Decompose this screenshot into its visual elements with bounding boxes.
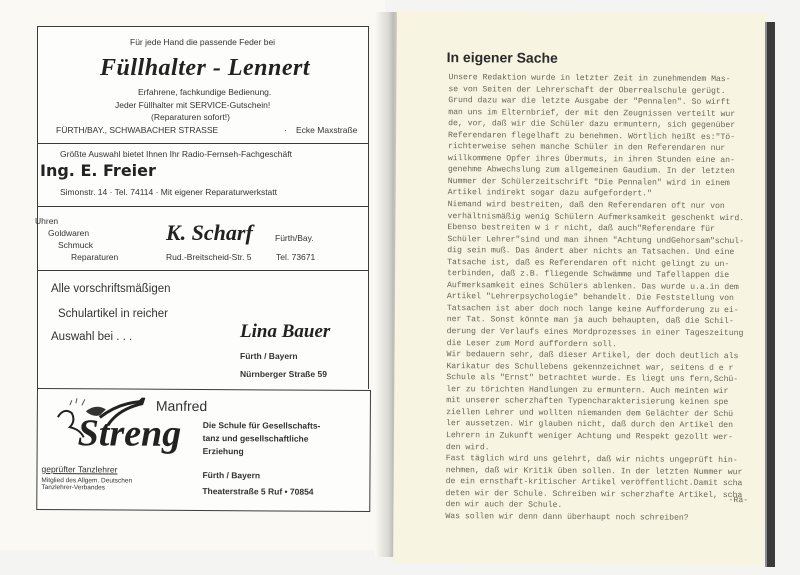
ad-item: Goldwaren bbox=[48, 228, 90, 238]
article-line: Artikel "Lehrerpsychologie" behandelt. Die Feststellung von bbox=[446, 292, 734, 304]
article-line: richterweise sehen manche Schüler in den Referendaren nur bbox=[447, 142, 726, 154]
ad-line: (Reparaturen sofort!) bbox=[151, 112, 230, 122]
article-line: dig sein muß. Das ändert aber nichts an Tatsachen. Und eine bbox=[447, 246, 735, 258]
ad-item: Reparaturen bbox=[71, 252, 119, 262]
article-line: ler zu törichten Handlungen zu ermuntern. Auch meinten wir bbox=[446, 384, 729, 396]
ad-address: FÜRTH/BAY., SCHWABACHER STRASSE bbox=[56, 125, 219, 135]
article-line: Schule als "Ernst" betrachtet wurde. Es liegt uns fern,Schü- bbox=[446, 373, 739, 385]
ad-lina-bauer bbox=[37, 270, 369, 389]
ad-ing-e-freier bbox=[37, 143, 369, 207]
ad-business-name: Lina Bauer bbox=[240, 321, 331, 342]
article-line: Grund dazu war die letzte Ausgabe der "Pennalen". So wirft bbox=[448, 96, 731, 108]
article-line: de, vor, daß wir die Schüler dazu ermuntern, sich gegenüber bbox=[448, 119, 736, 131]
article-line: willkommene Opfer ihres Übermuts, in ihren Stunden eine an- bbox=[447, 153, 735, 165]
ad-address-separator: · bbox=[284, 125, 287, 135]
ad-tagline: Größte Auswahl bietet Ihnen Ihr Radio-Fernseh-Fachgeschäft bbox=[60, 149, 292, 159]
article-line: Was sollen wir denn dann überhaupt noch schreiben? bbox=[445, 511, 689, 523]
article-line: Niemand wird bestreiten, daß den Referendaren oft nur von bbox=[447, 200, 725, 212]
ad-phone: Tel. 73671 bbox=[276, 252, 316, 262]
article-line: Nummer der Schülerzeitschrift "Die Pennalen" wird in einem bbox=[447, 176, 730, 188]
ad-tagline: Für jede Hand die passende Feder bei bbox=[130, 37, 276, 47]
ad-city: Fürth/Bay. bbox=[275, 233, 314, 243]
ad-business-name: Füllhalter - Lennert bbox=[100, 55, 311, 81]
article-line: de ein ernsthaft-kritischer Artikel veröffentlicht.Damit scha bbox=[445, 477, 743, 489]
ad-description: Erziehung bbox=[202, 446, 244, 457]
article-line: die Leser zum Mord auffordern soll. bbox=[446, 338, 617, 349]
ad-k-scharf bbox=[37, 206, 369, 271]
article-line: Karikatur des Schullebens gekennzeichnet war, seitens d e r bbox=[446, 361, 734, 373]
article-line: se von Seiten der Lehrerschaft der Oberrealschule gerügt. bbox=[448, 84, 726, 96]
ad-line: Alle vorschriftsmäßigen bbox=[51, 283, 171, 295]
article-title: In eigener Sache bbox=[446, 49, 558, 66]
article-line: Tatsache ist, daß es Referendaren oft nicht gelingt zu un- bbox=[447, 257, 730, 269]
ad-address: Theaterstraße 5 Ruf • 70854 bbox=[202, 486, 314, 497]
ad-first-name: Manfred bbox=[155, 397, 208, 415]
page-stack-edge bbox=[765, 22, 775, 567]
article-line: Artikel indirekt sogar dazu aufgefordert." bbox=[447, 188, 652, 199]
article-line: den wir auch der Schule. bbox=[445, 500, 563, 511]
article-line: ler aussetzen. Wir glauben nicht, daß durch den Artikel den bbox=[446, 419, 734, 431]
article-line: mit unserer scherzhaften Typencharakterisierung keinen spe bbox=[446, 396, 729, 408]
article-body bbox=[445, 72, 758, 524]
ad-line: Auswahl bei . . . bbox=[51, 331, 133, 343]
ad-line: Jeder Füllhalter mit SERVICE-Gutschein! bbox=[115, 100, 271, 110]
article-line: Referendaren flegelhaft zu benehmen. Wörtlich heißt es:"Tö- bbox=[448, 130, 736, 142]
ad-membership: Tanzlehrer-Verbandes bbox=[41, 484, 106, 492]
ad-description: tanz und gesellschaftliche bbox=[202, 433, 309, 444]
right-page-article bbox=[393, 11, 767, 566]
article-line: Aufmerksamkeit eines Schülers ablenken. Das wurde u.a.in dem bbox=[446, 280, 739, 292]
article-line: nehmen, daß wir Kritik üben sollen. In der letzten Nummer wur bbox=[445, 465, 743, 477]
article-line: man uns im Elternbrief, der mit den Zeugnissen verteilt wur bbox=[448, 107, 736, 119]
article-line: genehme Abwechslung zum allgemeinen Gaudium. In der letzten bbox=[447, 165, 735, 177]
article-line: ziellen Lehrer und wollten niemanden dem Gelächter der Schü bbox=[446, 407, 734, 419]
ad-street: Rud.-Breitscheid-Str. 5 bbox=[166, 252, 252, 262]
article-line: derung der Verlaufs eines Mordprozesses in einer Tageszeitung bbox=[446, 327, 744, 339]
ad-title: geprüfter Tanzlehrer bbox=[41, 464, 118, 475]
ad-street: Nürnberger Straße 59 bbox=[240, 369, 327, 379]
ad-membership: Mitglied des Allgem. Deutschen bbox=[41, 477, 133, 485]
ad-manfred-streng bbox=[36, 388, 371, 512]
article-line: verhältnismäßig wenig Schülern Aufmerksamkeit geschenkt wird. bbox=[447, 211, 745, 223]
article-line: Lehrern in Zukunft weniger Achtung und Respekt gezollt wer- bbox=[445, 431, 733, 443]
article-line: den wird. bbox=[445, 442, 490, 452]
ad-business-name: Ing. E. Freier bbox=[40, 161, 156, 180]
article-line: Ebenso bestreiten w i r nicht, daß auch"Referendare für bbox=[447, 223, 715, 235]
article-line: Tatsachen ist aber doch noch lange keine Aufforderung zu ei- bbox=[446, 304, 739, 316]
article-signature: -Ra- bbox=[728, 496, 749, 506]
ad-fuellhalter-lennert bbox=[37, 26, 369, 144]
article-line: ner Tat. Sonst könnte man ja auch behaupten, daß die Schil- bbox=[446, 315, 734, 327]
ad-city: Fürth / Bayern bbox=[202, 470, 261, 481]
ad-item: Uhren bbox=[35, 216, 59, 226]
ad-business-name: K. Scharf bbox=[166, 220, 253, 245]
ad-line: Erfahrene, fachkundige Bedienung. bbox=[138, 87, 272, 97]
left-page-ads bbox=[0, 0, 385, 550]
ad-line: Schulartikel in reicher bbox=[58, 308, 168, 320]
ad-city: Fürth / Bayern bbox=[240, 351, 298, 361]
article-line: terbinden, daß z.B. fliegende Schwämme und Tafellappen die bbox=[447, 269, 730, 281]
article-line: Unsere Redaktion wurde in letzter Zeit in zunehmendem Mas- bbox=[448, 73, 731, 85]
article-line: Wir bedauern sehr, daß dieser Artikel, der doch deutlich als bbox=[446, 350, 739, 362]
ad-item: Schmuck bbox=[58, 240, 93, 250]
ad-business-name: Streng bbox=[77, 412, 182, 455]
article-line: Schüler Lehrer"sind und man ihnen "Achtung undGehorsam"schul- bbox=[447, 234, 745, 246]
ad-address: Simonstr. 14 · Tel. 74114 · Mit eigener Reparaturwerkstatt bbox=[60, 187, 278, 197]
ad-description: Die Schule für Gesellschafts- bbox=[202, 420, 321, 431]
article-line: Fast täglich wird uns gelehrt, daß wir nichts ungeprüft hin- bbox=[445, 454, 738, 466]
article-line: deten wir der Schule. Schreiben wir scherzhafte Artikel, scha bbox=[445, 488, 743, 500]
ad-address-corner: Ecke Maxstraße bbox=[296, 125, 358, 135]
